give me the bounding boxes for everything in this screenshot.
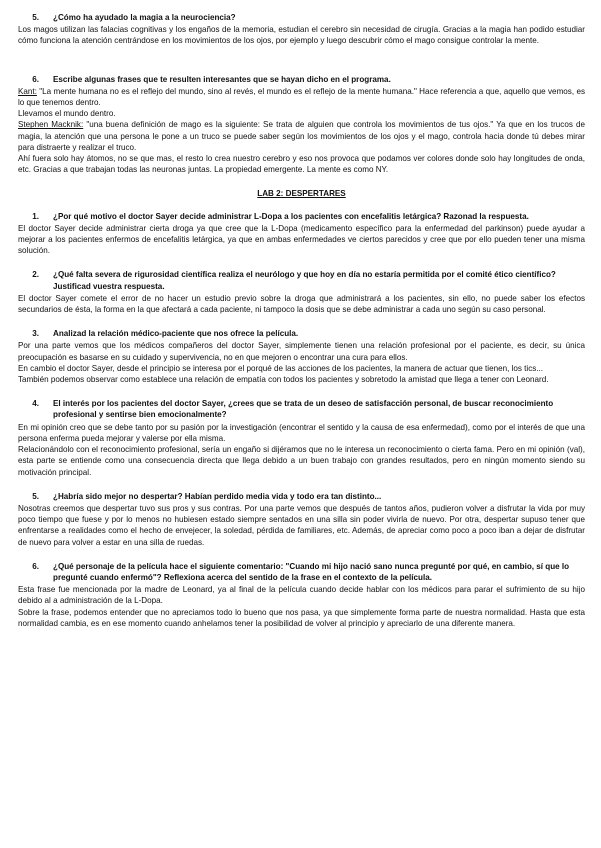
question-title: Analizad la relación médico-paciente que nos ofrece la película. (53, 329, 299, 339)
question-title: ¿Cómo ha ayudado la magia a la neurociencia? (53, 13, 236, 22)
question-title: ¿Por qué motivo el doctor Sayer decide administrar L-Dopa a los pacientes con encefalitis letárgica? Razonad la respuesta. (53, 211, 529, 221)
answer-paragraph: Por una parte vemos que los médicos compañeros del doctor Sayer, simplemente tienen una relación profesional por el paciente, es decir, su única preocupación es basarse en su cuidado y supervivencia, no en que mejoren o encontrar una cura para ellos. (18, 341, 585, 362)
answer-paragraph: También podemos observar como establece una relación de empatía con todos los pacientes y sobretodo la amistad que llega a tener con Leonard. (18, 375, 549, 385)
question-number: 6. (32, 561, 39, 571)
answer-paragraph: Nosotras creemos que despertar tuvo sus pros y sus contras. Por una parte vemos que después de tantos años, pudieron volver a disfrutar la vida por muy poco tiempo que fuese y por lo menos no hubiesen estado siempre sentados en una silla sin poder vivirla de nuevo. Por otra, despertar supuso tener que enfrentarse a realidades como el hecho de envejecer, la soledad, pérdida de familiares, etc. Además, de apreciar como poco a poco iban a dejar de disfrutar de nuevo para volver a estar en una silla de ruedas. (18, 503, 585, 547)
question-title: El interés por los pacientes del doctor Sayer, ¿crees que se trata de un deseo de satisfacción personal, de buscar reconocimiento profesional y sentirse bien emocionalmente? (53, 399, 554, 420)
question-number: 5. (32, 13, 39, 22)
answer-paragraph: Relacionándolo con el reconocimiento profesional, sería un engaño si dijéramos que no le interesa un reconocimiento o cierta fama. Pero en mi opinión (val), esta parte se entiende como una consecuencia directa que llega debido a un buen trabajo con grandes resultados, pero en ningún momento siendo su motivación principal. (18, 445, 585, 477)
question-heading (18, 491, 585, 502)
quote-text: "una buena definición de mago es la siguiente: Se trata de alguien que controla los movimientos de tus ojos." Ya que en los trucos de magia, la atención que una persona le pone a un truco se puede saber según los movimientos de los ojos y el mago, controla hacia donde tú debes mirar para distraerte y realizar el truco. (18, 120, 585, 152)
answer-paragraph: En mi opinión creo que se debe tanto por su pasión por la investigación (encontrar el sentido y la causa de esa enfermedad), como por el interés de que una persona enferma pueda mejorar y valerse por ella misma. (18, 422, 585, 443)
quote-text: "La mente humana no es el reflejo del mundo, sino al revés, el mundo es el reflejo de la mente humana." Hace referencia a que, aquello que vemos, es lo que tenemos dentro. (18, 86, 585, 108)
question-block (18, 561, 585, 629)
question-title: Escribe algunas frases que te resulten interesantes que se hayan dicho en el programa. (53, 74, 391, 84)
answer-paragraph (18, 86, 585, 108)
question-heading (18, 561, 585, 583)
section-title: LAB 2: DESPERTARES (257, 189, 346, 199)
question-heading (18, 328, 585, 339)
question-number: 3. (32, 329, 39, 339)
question-number: 2. (32, 270, 39, 280)
question-heading (18, 269, 585, 291)
lab-questions (18, 211, 585, 629)
question-block (18, 211, 585, 257)
answer-paragraph: Esta frase fue mencionada por la madre de Leonard, ya al final de la película cuando decide hablar con los médicos para parar el sufrimiento de su hijo debido al a administración de la L-Dopa. (18, 585, 585, 606)
answer-paragraph: El doctor Sayer comete el error de no hacer un estudio previo sobre la droga que administrará a los pacientes, sin ello, no puede saber los efectos secundarios de ésta, la forma en la que afectará a cada paciente, ni tampoco la dosis que se debe administrar a cada uno según su caso personal. (18, 293, 585, 315)
answer-paragraph: Llevamos el mundo dentro. (18, 109, 116, 119)
question-heading (18, 12, 585, 23)
quote-author: Kant: (18, 86, 37, 96)
question-block (18, 328, 585, 385)
question-title: ¿Qué personaje de la película hace el siguiente comentario: "Cuando mi hijo nació sano nunca pregunté por qué, en cambio, sí que lo pregunté cuando enfermó"? Reflexiona acerca del sentido de la frase en el contexto de la película. (53, 561, 570, 582)
question-heading (18, 398, 585, 420)
question-title: ¿Qué falta severa de rigurosidad científica realiza el neurólogo y que hoy en día no estaría permitida por el comité ético científico? Justificad vuestra respuesta. (53, 270, 556, 291)
question-number: 1. (32, 211, 39, 221)
question-number: 5. (32, 491, 39, 501)
question-block (18, 398, 585, 477)
question-heading (18, 211, 585, 222)
question-title: ¿Habría sido mejor no despertar? Habían perdido media vida y todo era tan distinto... (53, 491, 382, 501)
answer-paragraph: El doctor Sayer decide administrar cierta droga ya que cree que la L-Dopa (medicamento específico para la enfermedad del parkinson) puede ayudar a mejorar a los pacientes enfermos de encefalitis letárgica, ya que en ambas enfermedades ve ciertos parecidos y cree que por ello pueden tener una misma solución. (18, 223, 585, 256)
answer-paragraph: Los magos utilizan las falacias cognitivas y los engaños de la memoria, estudian el cerebro sin necesidad de cirugía. Gracias a la magia han podido estudiar cómo funciona la atención centrándose en los movimientos de los ojos, por ejemplo y luego descubrir cómo el mago consigue controlar la mente. (18, 25, 585, 46)
question-heading (18, 74, 585, 85)
question-number: 6. (32, 74, 39, 84)
question-number: 4. (32, 399, 39, 409)
answer-paragraph: En cambio el doctor Sayer, desde el principio se interesa por el porqué de las acciones de los pacientes, la manera de actuar que tienen, los tics... (18, 363, 544, 373)
answer-paragraph: Ahí fuera solo hay átomos, no se que mas, el resto lo crea nuestro cerebro y eso nos provoca que podamos ver colores donde solo hay longitudes de onda, etc. Gracias a que trabajan todas las neuronas juntas. La propiedad emergente. La mente es como NY. (18, 154, 585, 175)
answer-paragraph: Sobre la frase, podemos entender que no apreciamos todo lo bueno que nos pasa, ya que simplemente forma parte de nuestra normalidad. Hasta que esta normalidad cambia, es en ese momento cuando anhelamos tener la posibilidad de volver al principio y apreciarlo de una diferente manera. (18, 607, 585, 628)
question-block (18, 269, 585, 315)
quote-author: Stephen Macknik: (18, 120, 84, 130)
answer-paragraph (18, 119, 585, 153)
question-block (18, 491, 585, 548)
